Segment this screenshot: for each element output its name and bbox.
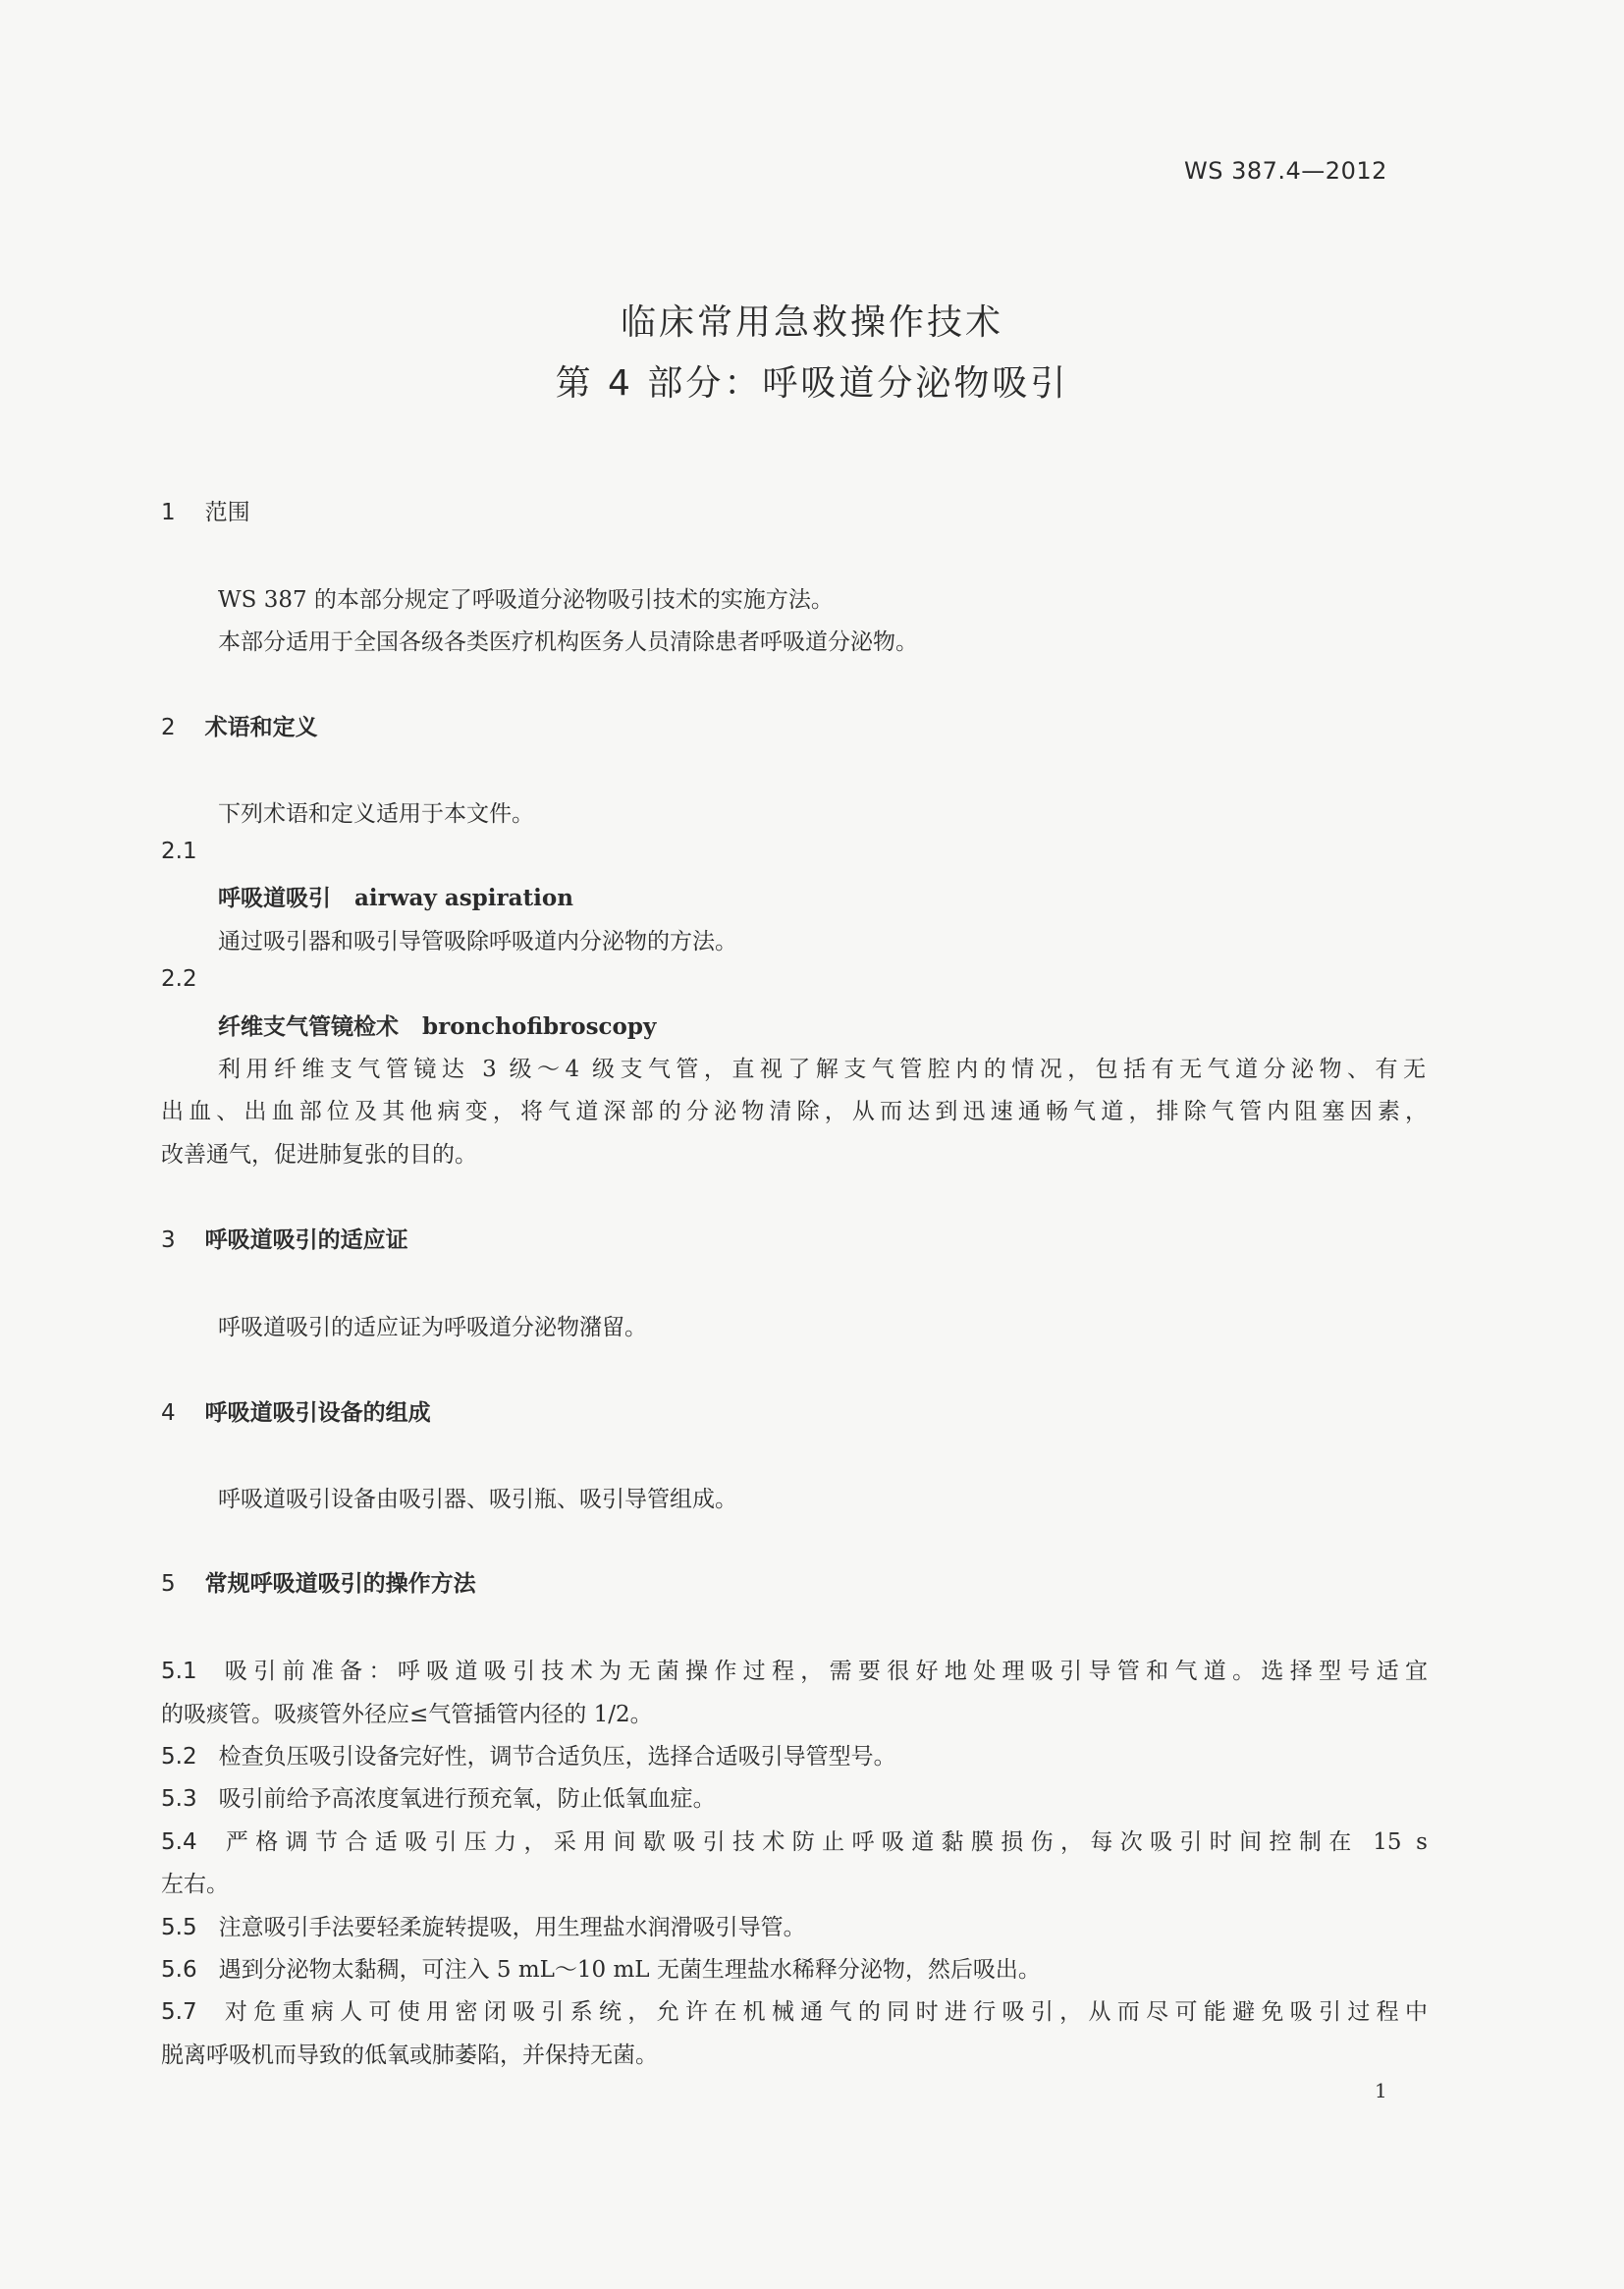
clause-5-3-text: 吸引前给予高浓度氧进行预充氧，防止低氧血症。: [218, 1786, 716, 1812]
section-2-heading: [161, 709, 318, 741]
clause-5-4-line-1: [161, 1824, 1428, 1856]
clause-5-3-number: 5.3: [161, 1786, 197, 1812]
clause-5-6-number: 5.6: [161, 1957, 197, 1983]
section-1-para-1: WS 387 的本部分规定了呼吸道分泌物吸引技术的实施方法。: [218, 587, 834, 613]
term-2-2-definition-line-3: 改善通气，促进肺复张的目的。: [161, 1142, 477, 1168]
section-4-heading: [161, 1394, 431, 1427]
document-subtitle: 第 4 部分：呼吸道分泌物吸引: [555, 363, 1069, 404]
page-number: 1: [1375, 2079, 1387, 2102]
section-4-title: 呼吸道吸引设备的组成: [204, 1400, 431, 1426]
section-1-heading: [161, 494, 250, 526]
section-3-heading: [161, 1222, 408, 1254]
standard-number: WS 387.4—2012: [1184, 157, 1387, 185]
term-2-2-definition-line-2: 出血、出血部位及其他病变，将气道深部的分泌物清除，从而达到迅速通畅气道，排除气管内阻塞因素，: [161, 1099, 1428, 1124]
clause-5-7-line-2: 脱离呼吸机而导致的低氧或肺萎陷，并保持无菌。: [161, 2043, 658, 2068]
section-3-number: 3: [161, 1227, 176, 1253]
clause-5-4-line-2: 左右。: [161, 1872, 229, 1897]
section-2-intro: 下列术语和定义适用于本文件。: [218, 801, 534, 827]
section-5-title: 常规呼吸道吸引的操作方法: [204, 1571, 476, 1597]
term-2-1-number: 2.1: [161, 839, 197, 864]
clause-5-1-text-1: 吸引前准备：呼吸道吸引技术为无菌操作过程，需要很好地处理吸引导管和气道。选择型号适宜: [218, 1659, 1428, 1684]
term-2-2-cn: 纤维支气管镜检术: [218, 1014, 399, 1040]
section-1-para-2: 本部分适用于全国各级各类医疗机构医务人员清除患者呼吸道分泌物。: [218, 629, 918, 655]
clause-5-5: [161, 1909, 806, 1941]
term-2-1-definition: 通过吸引器和吸引导管吸除呼吸道内分泌物的方法。: [218, 929, 737, 954]
clause-5-1-number: 5.1: [161, 1659, 197, 1684]
clause-5-7-number: 5.7: [161, 1999, 197, 2025]
term-2-2-name: [218, 1008, 656, 1041]
section-1-title: 范围: [204, 500, 250, 525]
section-1-number: 1: [161, 500, 176, 525]
clause-5-5-text: 注意吸引手法要轻柔旋转提吸，用生理盐水润滑吸引导管。: [218, 1915, 806, 1940]
term-2-1-cn: 呼吸道吸引: [218, 886, 331, 911]
section-5-heading: [161, 1565, 476, 1598]
clause-5-5-number: 5.5: [161, 1915, 197, 1940]
clause-5-1-line-2: 的吸痰管。吸痰管外径应≤气管插管内径的 1/2。: [161, 1702, 653, 1727]
clause-5-4-text-1: 严格调节合适吸引压力，采用间歇吸引技术防止呼吸道黏膜损伤，每次吸引时间控制在 15 s: [218, 1829, 1428, 1855]
section-2-title: 术语和定义: [204, 715, 318, 740]
clause-5-2-text: 检查负压吸引设备完好性，调节合适负压，选择合适吸引导管型号。: [218, 1744, 896, 1770]
clause-5-7-line-1: [161, 1993, 1428, 2026]
clause-5-2: [161, 1738, 896, 1771]
section-5-number: 5: [161, 1571, 176, 1597]
term-2-2-en: bronchofibroscopy: [422, 1013, 657, 1040]
section-4-number: 4: [161, 1400, 176, 1426]
clause-5-2-number: 5.2: [161, 1744, 197, 1770]
document-title: 临床常用急救操作技术: [620, 302, 1003, 343]
section-3-title: 呼吸道吸引的适应证: [204, 1227, 408, 1253]
clause-5-6: [161, 1951, 1041, 1984]
clause-5-3: [161, 1780, 716, 1813]
section-4-para: 呼吸道吸引设备由吸引器、吸引瓶、吸引导管组成。: [218, 1487, 737, 1512]
section-3-para: 呼吸道吸引的适应证为呼吸道分泌物潴留。: [218, 1315, 647, 1340]
clause-5-7-text-1: 对危重病人可使用密闭吸引系统，允许在机械通气的同时进行吸引，从而尽可能避免吸引过程中: [218, 1999, 1428, 2025]
term-2-1-name: [218, 880, 573, 912]
term-2-1-en: airway aspiration: [354, 885, 573, 911]
section-2-number: 2: [161, 715, 176, 740]
clause-5-4-number: 5.4: [161, 1829, 197, 1855]
clause-5-1-line-1: [161, 1653, 1428, 1685]
clause-5-6-text: 遇到分泌物太黏稠，可注入 5 mL～10 mL 无菌生理盐水稀释分泌物，然后吸出。: [218, 1957, 1041, 1983]
term-2-2-number: 2.2: [161, 966, 197, 992]
term-2-2-definition-line-1: 利用纤维支气管镜达 3 级～4 级支气管，直视了解支气管腔内的情况，包括有无气道分泌物、有无: [218, 1057, 1426, 1082]
